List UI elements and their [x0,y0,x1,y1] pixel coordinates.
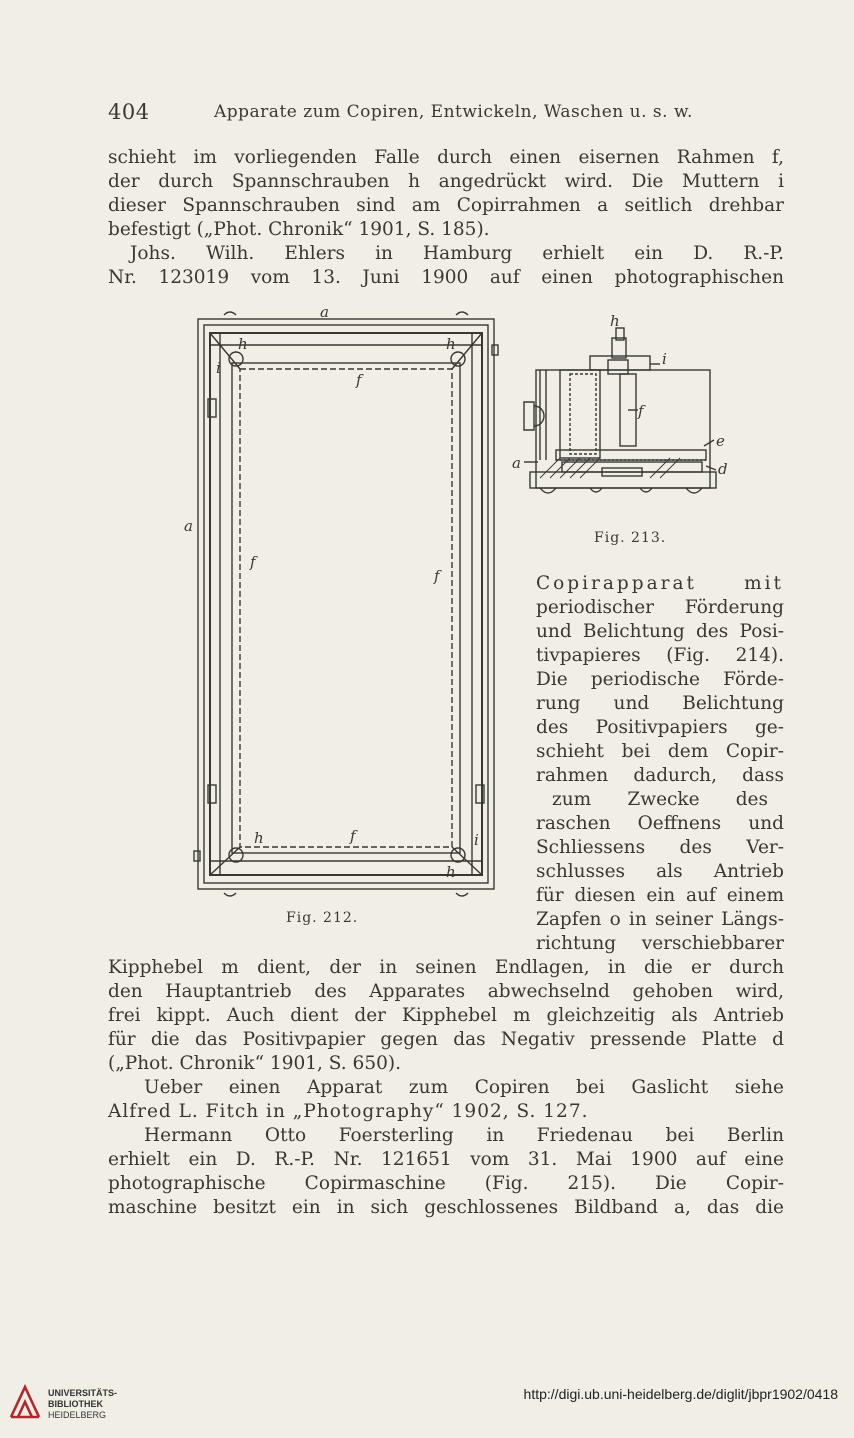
label-i-l: i [216,359,221,377]
text-line: schlusses als Antrieb [536,861,784,882]
label-f-left: f [250,553,256,571]
label-i: i [662,350,667,368]
text-line: Die periodische Förde- [536,669,784,690]
logo-line-3: HEIDELBERG [48,1410,107,1420]
label-h-bl: h [254,829,264,847]
text-line: für diesen ein auf einem [536,885,784,906]
label-a: a [512,454,521,472]
library-logo-text [48,1388,117,1421]
label-a-top: a [320,305,329,321]
figure-213 [510,310,750,520]
text-line: photographische Copirmaschine (Fig. 215). Die Copir- [108,1173,784,1194]
text-line: raschen Oeffnens und [536,813,784,834]
text-line: richtung verschiebbarer [536,933,784,954]
text-line: Hermann Otto Foersterling in Friedenau bei Berlin [144,1125,784,1146]
label-h-br: h [446,863,456,881]
text-line: Johs. Wilh. Ehlers in Hamburg erhielt ein D. R.-P. [130,243,784,264]
label-h-tr: h [446,335,456,353]
label-i-r: i [474,831,479,849]
source-url-link[interactable]: http://digi.ub.uni-heidelberg.de/diglit/jbpr1902/0418 [523,1386,838,1402]
text-line: Schliessens des Ver- [536,837,784,858]
text-line: für die das Positivpapier gegen das Negativ pressende Platte d [108,1029,784,1050]
text-line: Copirapparat mit [536,573,784,594]
text-line: des Positivpapiers ge- [536,717,784,738]
text-line: schieht im vorliegenden Falle durch einen eisernen Rahmen f, [108,147,784,168]
text-line: tivpapieres (Fig. 214). [536,645,784,666]
text-line: rahmen dadurch, dass [536,765,784,786]
logo-line-2: BIBLIOTHEK [48,1399,103,1409]
figure-212-caption: Fig. 212. [286,910,359,926]
text-line: periodischer Förderung [536,597,784,618]
label-d: d [718,460,728,478]
text-line: Zapfen o in seiner Längs- [536,909,784,930]
text-line: („Phot. Chronik“ 1901, S. 650). [108,1053,401,1074]
library-logo-icon [8,1384,42,1420]
page-number: 404 [108,100,150,124]
text-line: Alfred L. Fitch in „Photography“ 1902, S. 127. [108,1101,589,1122]
text-line: schieht bei dem Copir- [536,741,784,762]
text-line: und Belichtung des Posi- [536,621,784,642]
label-f-right: f [434,567,440,585]
text-line: maschine besitzt ein in sich geschlossenes Bildband a, das die [108,1197,784,1218]
text-line: zum Zwecke des [552,789,768,810]
text-line: erhielt ein D. R.-P. Nr. 121651 vom 31. Mai 1900 auf eine [108,1149,784,1170]
text-line: der durch Spannschrauben h angedrückt wird. Die Muttern i [108,171,784,192]
text-line: Ueber einen Apparat zum Copiren bei Gaslicht siehe [144,1077,784,1098]
text-line: befestigt („Phot. Chronik“ 1901, S. 185). [108,219,490,240]
label-h: h [610,312,620,330]
figure-213-caption: Fig. 213. [594,530,667,546]
logo-line-1: UNIVERSITÄTS- [48,1388,118,1398]
label-h-tl: h [238,335,248,353]
text-line: Nr. 123019 vom 13. Juni 1900 auf einen photographischen [108,267,784,288]
label-f-top: f [356,371,362,389]
label-e: e [716,432,725,450]
label-a-side: a [184,517,193,535]
label-f-bottom: f [350,827,356,845]
text-line: den Hauptantrieb des Apparates abwechselnd gehoben wird, [108,981,784,1002]
running-title: Apparate zum Copiren, Entwickeln, Waschen u. s. w. [214,102,693,122]
text-line: frei kippt. Auch dient der Kipphebel m gleichzeitig als Antrieb [108,1005,784,1026]
footer-bar [0,1366,854,1438]
text-line: dieser Spannschrauben sind am Copirrahmen a seitlich drehbar [108,195,784,216]
label-f: f [638,402,644,420]
figure-212 [180,305,510,905]
text-line: Kipphebel m dient, der in seinen Endlagen, in die er durch [108,957,784,978]
text-line: rung und Belichtung [536,693,784,714]
